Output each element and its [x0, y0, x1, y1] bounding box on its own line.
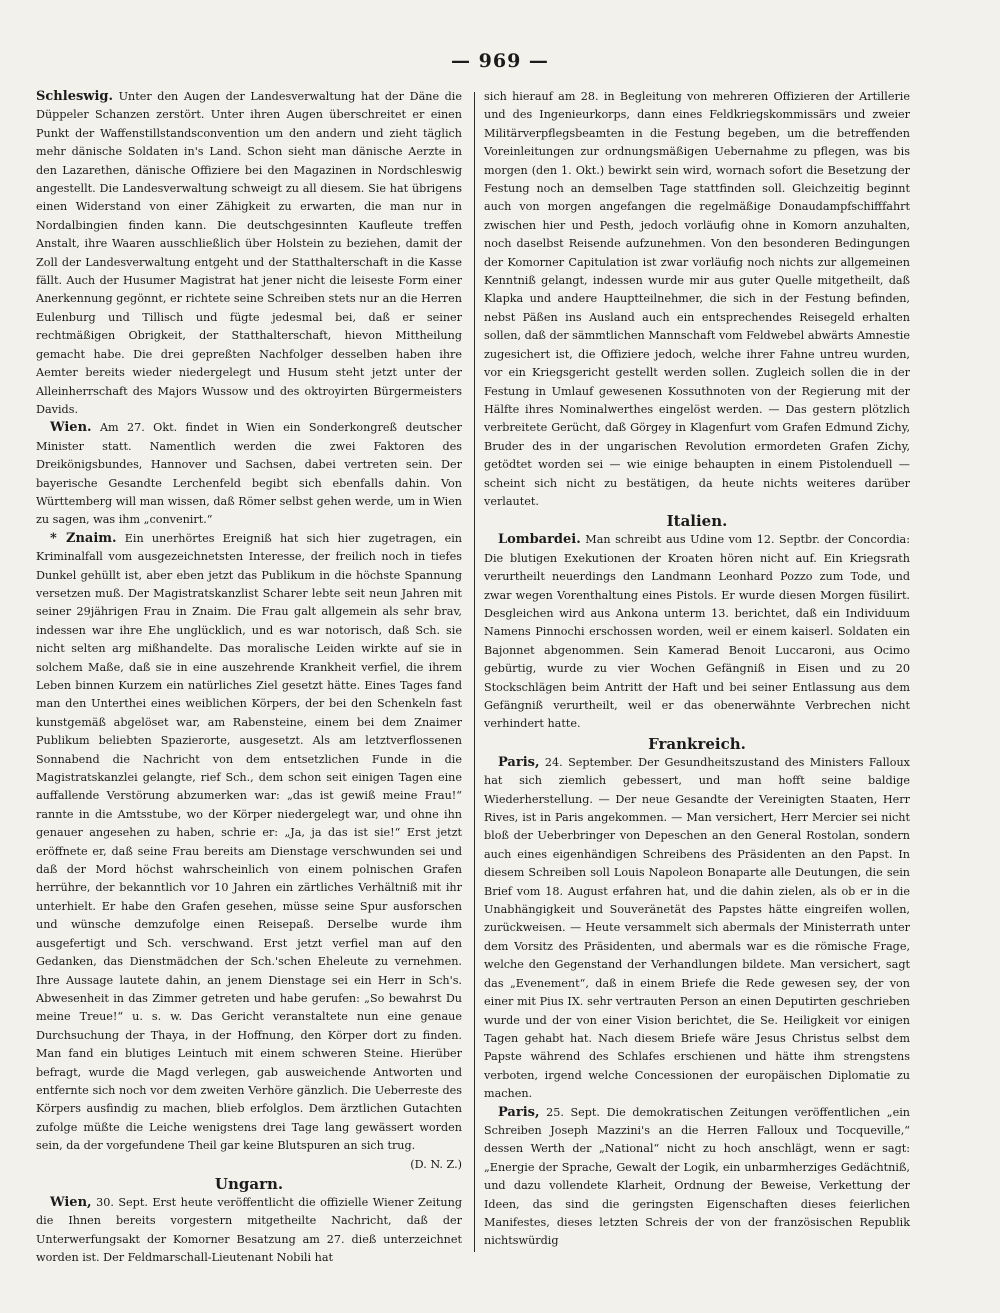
article-text: 30. Sept. Erst heute veröffentlicht die offizielle Wiener Zeitung die Ihnen bereits vorgestern mitgetheilte Nachricht, daß der Unterwerfungsakt der Komorner Besatzung am 27. dieß unterzeichnet worden ist. Der Feldmarschall-Lieutenant Nobili hat — [36, 1195, 462, 1265]
section-heading-ungarn: Ungarn. — [214, 1174, 284, 1193]
column-divider — [474, 92, 475, 1252]
article-paris-25 — [484, 1104, 910, 1251]
article-text: Ein unerhörtes Ereigniß hat sich hier zugetragen, ein Kriminalfall vom ausgezeichnetsten Interesse, der freilich noch in tiefes Dunkel gehüllt ist, aber eben jetzt das Publikum in die höchste Spannung versetzen muß. Der Magistratskanzlist Scharer lebte seit neun Jahren mit seiner 29jährigen Frau in Znaim. Die Frau galt allgemein als sehr brav, indessen war ihre Ehe unglücklich, und es war notorisch, daß Sch. sie nicht selten arg mißhandelte. Das moralische Leiden wirkte auf sie in solchem Maße, daß sie in eine auszehrende Krankheit verfiel, die ihrem Leben binnen Kurzem ein natürliches Ziel gesetzt hätte. Eines Tages fand man den Unterthei eines weiblichen Körpers, der bei den Schenkeln fast kunstgemäß abgelöset war, am Rabensteine, einem bei dem Znaimer Publikum beliebten Spazierorte, ausgesetzt. Als am letztverflossenen Sonnabend die Nachricht von dem entsetzlichen Funde in die Magistratskanzlei gelangte, rief Sch., dem schon seit einigen Tagen eine auffallende Verstörung abzumerken war: „das ist gewiß meine Frau!“ rannte in die Amtsstube, wo der Körper niedergelegt war, und ohne ihn genauer angesehen zu haben, schrie er: „Ja, ja das ist sie!“ Erst jetzt eröffnete er, daß seine Frau bereits am Dienstage verschwunden sei und daß der Mord höchst wahrscheinlich von einem polnischen Grafen herrühre, der bekanntlich vor 10 Jahren ein zärtliches Verhältniß mit ihr unterhielt. Er habe den Grafen gesehen, müsse seine Spur ausforschen und wünsche demzufolge einen Reisepaß. Derselbe wurde ihm ausgefertigt und Sch. verschwand. Erst jetzt verfiel man auf den Gedanken, das Dienstmädchen der Sch.'schen Eheleute zu vernehmen. Ihre Aussage lautete dahin, an jenem Dienstage sei ein Herr in Sch's. Abwesenheit in das Zimmer getreten und habe gerufen: „So bewahrst Du meine Treue!“ u. s. w. Das Gericht veranstaltete nun eine genaue Durchsuchung der Thaya, in der Hoffnung, den Körper dort zu finden. Man fand ein blutiges Leintuch mit einem schweren Steine. Hierüber befragt, wurde die Magd verlegen, gab ausweichende Antworten und entfernte sich noch vor dem zweiten Verhöre gänzlich. Die Ueberreste des Körpers ausfindig zu machen, blieb erfolglos. Dem ärztlichen Gutachten zufolge müßte die Leiche wenigstens drei Tage lang gewässert worden sein, da der vorgefundene Theil gar keine Blutspuren an sich trug. — [36, 531, 462, 1153]
article-text: Man schreibt aus Udine vom 12. Septbr. der Concordia: Die blutigen Exekutionen der Kroaten hören nicht auf. Ein Kriegsrath verurtheilt neuerdings den Landmann Leonhard Pozzo zum Tode, und zwar wegen Vorenthaltung eines Pistols. Er wurde diesen Morgen füsilirt. Desgleichen wird aus Ankona unterm 13. berichtet, daß ein Individuum Namens Pinnochi erschossen worden, weil er einem kaiserl. Soldaten ein Bajonnet abgenommen. Sein Kamerad Benoit Luccaroni, aus Ocimo gebürtig, wurde zu vier Wochen Gefängniß in Eisen und zu 20 Stockschlägen beim Antritt der Haft und bei seiner Entlassung aus dem Gefängniß verurtheilt, weil er das obenerwähnte Verbrechen nicht verhindert hatte. — [484, 533, 910, 731]
article-text: Am 27. Okt. findet in Wien ein Sonderkongreß deutscher Minister statt. Namentlich werden die zwei Faktoren des Dreikönigsbundes, Hannover und Sachsen, dabei vertreten sein. Der bayerische Gesandte Lerchenfeld begibt sich ebenfalls dahin. Von Württemberg will man wissen, daß Römer selbst gehen werde, um in Wien zu sagen, was ihm „convenirt.“ — [36, 421, 463, 527]
article-dateline: Wien. — [50, 420, 92, 436]
article-dateline: * Znaim. — [50, 530, 117, 546]
right-column — [484, 88, 910, 1251]
article-dateline: Paris, — [498, 754, 540, 770]
article-dateline: Wien, — [50, 1194, 92, 1210]
section-heading-frankreich: Frankreich. — [648, 734, 746, 753]
article-text: Unter den Augen der Landesverwaltung hat der Däne die Düppeler Schanzen zerstört. Unter ihren Augen überschreitet er einen Punkt der Waffenstillstandsconvention um den andern und zieht täglich mehr dänische Soldaten in's Land. Schon sieht man dänische Aerzte in den Lazarethen, dänische Offiziere bei den Magazinen in Nordschleswig angestellt. Die Landesverwaltung schweigt zu all diesem. Sie hat übrigens einen Widerstand von einer Zähigkeit zu erwarten, die man nur in Nordalbingien finden kann. Die deutschgesinnten Kaufleute treffen Anstalt, ihre Waaren ausschließlich über Holstein zu beziehen, damit der Zoll der Landesverwaltung entgeht und der Statthalterschaft in die Kasse fällt. Auch der Husumer Magistrat hat jener nicht die leiseste Form einer Anerkennung gegönnt, er richtete seine Schreiben stets nur an die Herren Eulenburg und Tillisch und fügte jedesmal bei, daß er seiner rechtmäßigen Obrigkeit, der Statthalterschaft, hievon Mittheilung gemacht habe. Die drei gepreßten Nachfolger desselben haben ihre Aemter bereits wieder niedergelegt und Husum steht jetzt unter der Alleinherrschaft des Majors Wussow und des oktroyirten Bürgermeisters Davids. — [36, 90, 462, 416]
left-column — [36, 88, 462, 1268]
article-znaim — [36, 530, 462, 1174]
article-text: 25. Sept. Die demokratischen Zeitungen veröffentlichen „ein Schreiben Joseph Mazzini's an die Herren Falloux und Tocqueville,“ dessen Werth der „National“ nicht zu hoch anschlägt, wenn er sagt: „Energie der Sprache, Gewalt der Logik, ein unbarmherziges Gedächtniß, und dazu vollendete Klarheit, Ordnung der Beweise, Verkettung der Ideen, das sind die geringsten Eigenschaften dieses feierlichen Manifestes, dieses letzten Schreis der von der französischen Republik nichtswürdig — [484, 1105, 910, 1248]
article-paris-24 — [484, 754, 910, 1104]
article-dateline: Paris, — [498, 1104, 540, 1120]
article-lombardei — [484, 531, 910, 733]
article-ungarn-continued: sich hierauf am 28. in Begleitung von mehreren Offizieren der Artillerie und des Ingenieurkorps, dann eines Feldkriegskommissärs und zweier Militärverpflegsbeamten in die Festung begeben, um die betreffenden Voreinleitungen zur ordnungsmäßigen Uebernahme zu pflegen, was bis morgen (den 1. Okt.) bewirkt sein wird, wornach sofort die Besetzung der Festung noch an demselben Tage stattfinden soll. Gleichzeitig beginnt auch von morgen angefangen die regelmäßige Donaudampfschifffahrt zwischen hier und Pesth, jedoch vorläufig ohne in Komorn anzuhalten, noch daselbst Reisende aufzunehmen. Von den besonderen Bedingungen der Komorner Capitulation ist zwar vorläufig noch nichts zur allgemeinen Kenntniß gelangt, indessen wurde mir aus guter Quelle mitgetheilt, daß Klapka und andere Hauptteilnehmer, die sich in der Festung befinden, nebst Päßen ins Ausland auch ein entsprechendes Reisegeld erhalten sollen, daß der sämmtlichen Mannschaft vom Feldwebel abwärts Amnestie zugesichert ist, die Offiziere jedoch, welche ihrer Fahne untreu wurden, vor ein Kriegsgericht gestellt werden sollen. Zugleich sollen die in der Festung in Umlauf gewesenen Kossuthnoten von der Regierung mit der Hälfte ihres Nominalwerthes eingelöst werden. — Das gestern plötzlich verbreitete Gerücht, daß Görgey in Klagenfurt vom Grafen Edmund Zichy, Bruder des in der ungarischen Revolution ermordeten Grafen Zichy, getödtet worden sei — wie einige behaupten in einem Pistolenduell — scheint sich nicht zu bestätigen, da heute nichts weiteres darüber verlautet. — [484, 90, 910, 508]
page-number: — 969 — — [451, 50, 549, 72]
article-text: 24. September. Der Gesundheitszustand des Ministers Falloux hat sich ziemlich gebessert, und man hofft seine baldige Wiederherstellung. — Der neue Gesandte der Vereinigten Staaten, Herr Rives, ist in Paris angekommen. — Man versichert, Herr Mercier sei nicht bloß der Ueberbringer von Depeschen an den General Rostolan, sondern auch eines eigenhändigen Schreibens des Präsidenten an den Papst. In diesem Schreiben soll Louis Napoleon Bonaparte alle Deutungen, die sein Brief vom 18. August erfahren hat, und die dahin zielen, als ob er in die Unabhängigkeit und Souveränetät des Papstes hätte eingreifen wollen, zurückweisen. — Heute versammelt sich abermals der Ministerrath unter dem Vorsitz des Präsidenten, und abermals war es die römische Frage, welche den Gegenstand der Verhandlungen bildete. Man versichert, sagt das „Evenement“, daß in einem Briefe die Rede gewesen sey, der von einer mit Pius IX. sehr vertrauten Person an einen Deputirten geschrieben wurde und der von einer Vision berichtet, die Se. Heiligkeit vor einigen Tagen gehabt hat. Nach diesem Briefe wäre Jesus Christus selbst dem Papste während des Schlafes erschienen und hätte ihm strengstens verboten, irgend welche Concessionen der europäischen Diplomatie zu machen. — [484, 755, 910, 1101]
article-dateline: Schleswig. — [36, 89, 114, 104]
article-ungarn-wien — [36, 1194, 462, 1268]
section-heading-italien: Italien. — [666, 512, 728, 531]
article-source-signature: (D. N. Z.) — [410, 1157, 462, 1171]
article-schleswig — [36, 88, 462, 419]
article-wien — [36, 419, 462, 529]
article-dateline: Lombardei. — [498, 532, 581, 548]
